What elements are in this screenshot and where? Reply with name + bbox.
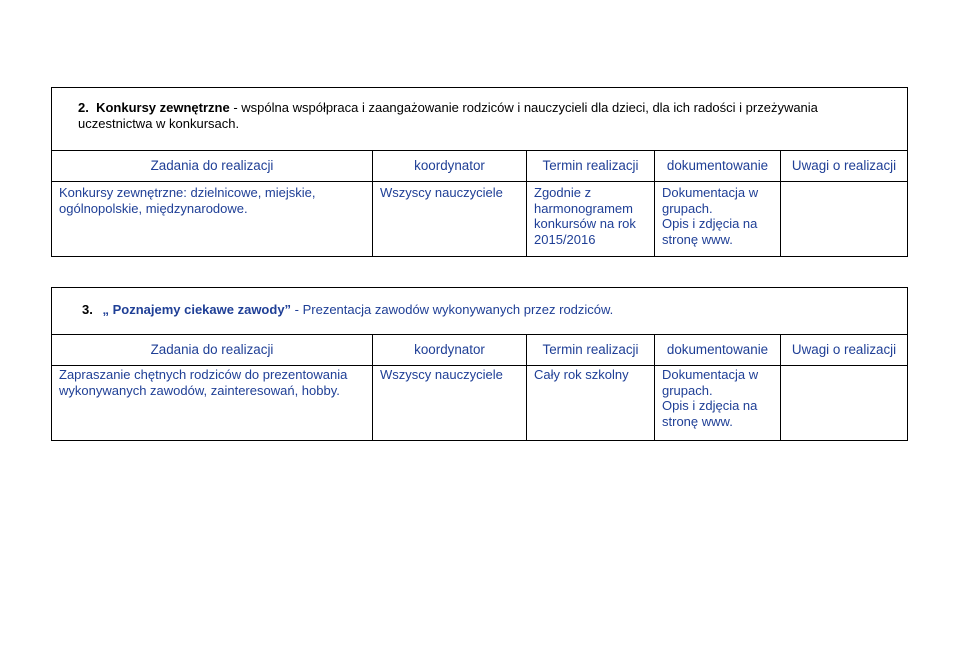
- cell-dokumentowanie-line: Opis i zdjęcia na: [662, 216, 758, 231]
- header-koordynator: koordynator: [373, 151, 527, 182]
- header-dokumentowanie: dokumentowanie: [655, 335, 781, 366]
- header-zadania: Zadania do realizacji: [52, 335, 373, 366]
- header-dokumentowanie: dokumentowanie: [655, 151, 781, 182]
- section-2-table: [51, 87, 908, 257]
- cell-zadania: [52, 182, 373, 257]
- cell-dokumentowanie-line: Dokumentacja w: [662, 185, 759, 200]
- cell-dokumentowanie-line: stronę www.: [662, 413, 733, 429]
- header-termin: Termin realizacji: [527, 335, 655, 366]
- cell-termin: Cały rok szkolny: [527, 366, 655, 441]
- cell-koordynator: Wszyscy nauczyciele: [373, 366, 527, 441]
- section-3-table: [51, 287, 908, 441]
- cell-termin-line: Zgodnie z: [534, 185, 592, 200]
- cell-dokumentowanie-line: Opis i zdjęcia na: [662, 398, 758, 413]
- section-2-title-bold: Konkursy zewnętrzne: [96, 100, 230, 115]
- section-2-title-rest-2: uczestnictwa w konkursach.: [78, 115, 240, 131]
- cell-dokumentowanie: [655, 182, 781, 257]
- cell-zadania-line: ogólnopolskie, międzynarodowe.: [59, 200, 248, 216]
- cell-termin-line: konkursów na rok: [534, 216, 636, 231]
- cell-zadania-line: Konkursy zewnętrzne: dzielnicowe, miejskie,: [59, 185, 316, 200]
- section-2-title-rest: - wspólna współpraca i zaangażowanie rodziców i nauczycieli dla dzieci, dla ich radości i przeżywania: [229, 100, 818, 115]
- section-3-number: 3.: [82, 302, 93, 317]
- cell-dokumentowanie-line: Dokumentacja w: [662, 367, 759, 382]
- header-uwagi: Uwagi o realizacji: [781, 151, 908, 182]
- header-uwagi: Uwagi o realizacji: [781, 335, 908, 366]
- cell-zadania-line: Zapraszanie chętnych rodziców do prezentowania: [59, 367, 348, 382]
- cell-zadania-line: wykonywanych zawodów, zainteresowań, hobby.: [59, 382, 340, 398]
- cell-termin-line: 2015/2016: [534, 231, 596, 247]
- section-3-title-bold: „ Poznajemy ciekawe zawody”: [102, 302, 292, 317]
- header-koordynator: koordynator: [373, 335, 527, 366]
- cell-dokumentowanie-line: grupach.: [662, 382, 713, 398]
- section-2-number: 2.: [78, 100, 89, 115]
- section-3-title: [52, 288, 908, 335]
- header-termin: Termin realizacji: [527, 151, 655, 182]
- cell-termin: [527, 182, 655, 257]
- cell-koordynator: Wszyscy nauczyciele: [373, 182, 527, 257]
- cell-zadania: [52, 366, 373, 441]
- cell-dokumentowanie-line: grupach.: [662, 200, 713, 216]
- cell-uwagi: [781, 366, 908, 441]
- cell-dokumentowanie-line: stronę www.: [662, 231, 733, 247]
- header-zadania: Zadania do realizacji: [52, 151, 373, 182]
- cell-dokumentowanie: [655, 366, 781, 441]
- section-3-title-rest: - Prezentacja zawodów wykonywanych przez rodziców.: [291, 302, 614, 317]
- cell-uwagi: [781, 182, 908, 257]
- section-2-title: [52, 88, 908, 151]
- cell-termin-line: harmonogramem: [534, 200, 633, 216]
